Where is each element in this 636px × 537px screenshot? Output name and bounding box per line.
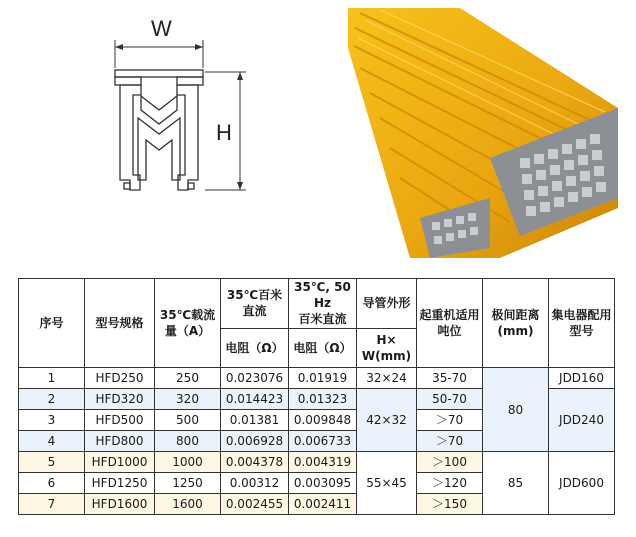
table-row: 4 HFD800 800 0.006928 0.006733 ＞70 — [19, 431, 615, 452]
table-row: 2 HFD320 320 0.014423 0.01323 42×32 50-70 JDD240 — [19, 389, 615, 410]
specification-table — [18, 278, 615, 515]
height-label: H — [216, 120, 232, 145]
subheader-dc-ohm: 电阻（Ω） — [221, 328, 289, 367]
pole-spacing-cell: 85 — [483, 452, 549, 515]
collector-model-cell: JDD240 — [549, 389, 615, 452]
profile-outline — [115, 70, 203, 190]
table-row: 3 HFD500 500 0.01381 0.009848 ＞70 — [19, 410, 615, 431]
width-label: W — [151, 16, 172, 41]
yellow-conductor-rail-bundle-photo — [340, 8, 626, 258]
table-row: 7 HFD1600 1600 0.002455 0.002411 ＞150 — [19, 494, 615, 515]
pole-spacing-cell: 80 — [483, 368, 549, 452]
table-row: 6 HFD1250 1250 0.00312 0.003095 ＞120 — [19, 473, 615, 494]
header-serial-no: 序号 — [19, 279, 85, 368]
subheader-ac-ohm: 电阻（Ω） — [289, 328, 357, 367]
table-row: 1 HFD250 250 0.023076 0.01919 32×24 35-70 80 JDD160 — [19, 368, 615, 389]
header-collector-model: 集电器配用 型号 — [549, 279, 615, 368]
subheader-hw: H× W(mm) — [357, 328, 417, 367]
profile-size-cell: 32×24 — [357, 368, 417, 389]
profile-size-cell: 55×45 — [357, 452, 417, 515]
collector-model-cell: JDD160 — [549, 368, 615, 389]
header-profile: 导管外形 — [357, 279, 417, 329]
profile-size-cell: 42×32 — [357, 389, 417, 452]
header-tonnage: 起重机适用 吨位 — [417, 279, 483, 368]
table-row: 5 HFD1000 1000 0.004378 0.004319 55×45 ＞100 85 JDD600 — [19, 452, 615, 473]
header-pole-spacing: 极间距离 (mm) — [483, 279, 549, 368]
cross-section-drawing — [0, 0, 300, 230]
header-model: 型号规格 — [85, 279, 155, 368]
collector-model-cell: JDD600 — [549, 452, 615, 515]
header-dc-resistance: 35℃百米 直流 — [221, 279, 289, 329]
table-header-row — [19, 279, 615, 329]
header-current: 35℃载流 量（A） — [155, 279, 221, 368]
header-ac-resistance: 35℃, 50 Hz 百米直流 — [289, 279, 357, 329]
